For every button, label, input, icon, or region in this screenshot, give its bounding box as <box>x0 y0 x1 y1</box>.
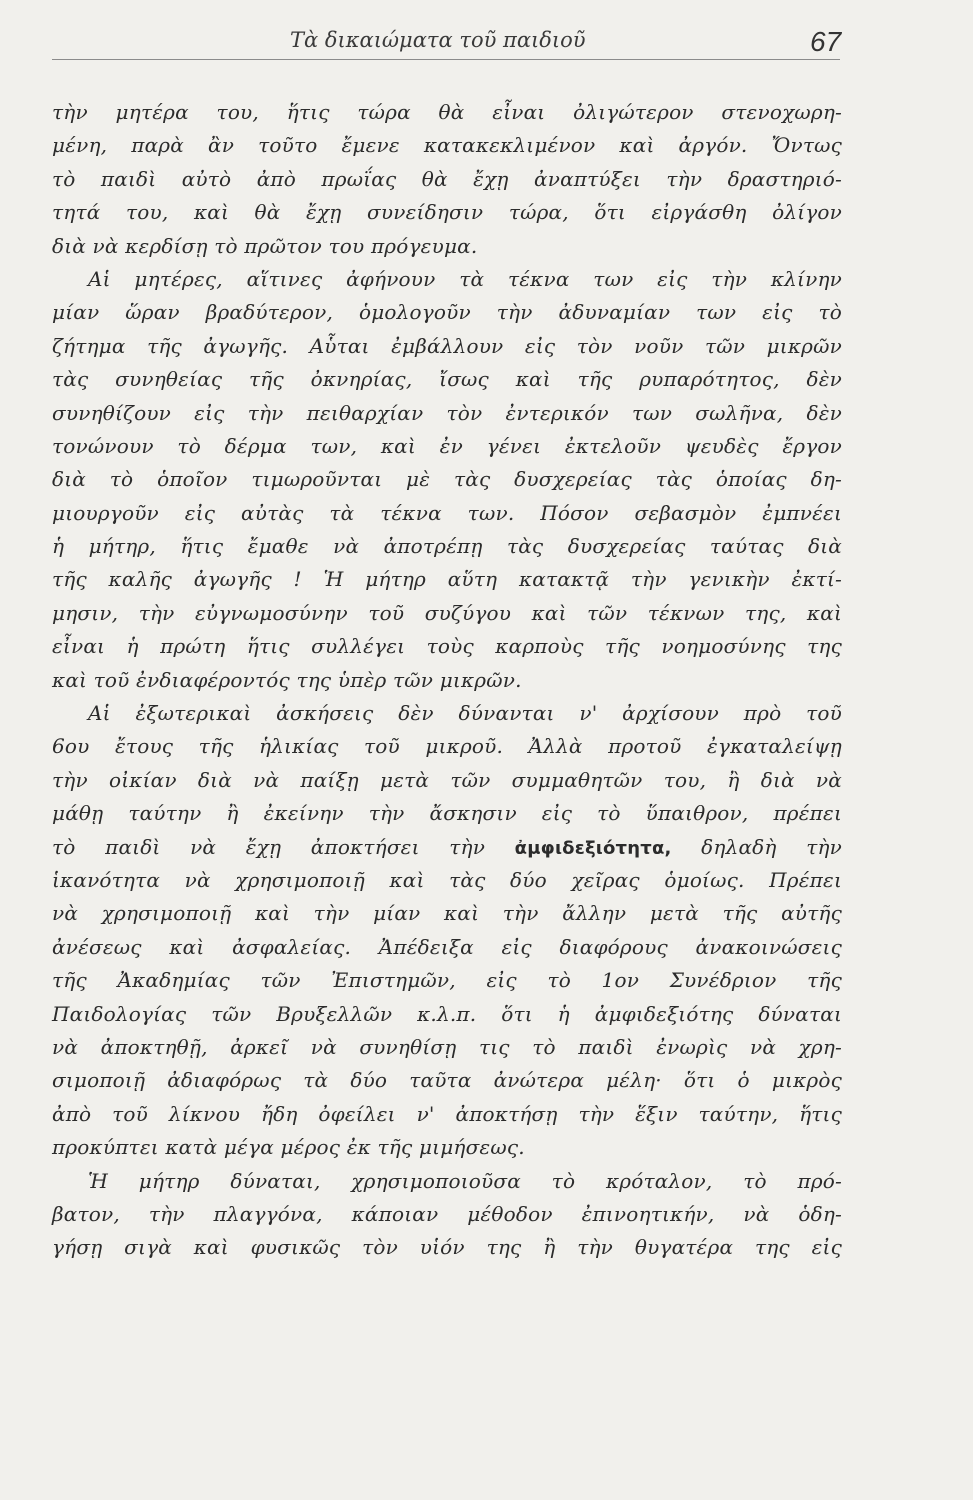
running-header <box>0 0 973 70</box>
text-line-23 <box>52 831 842 864</box>
text-line-28: Παιδολογίας τῶν Βρυξελλῶν κ.λ.π. ὅτι ἡ ἀμφιδεξιότης δύναται <box>52 1001 842 1026</box>
text-line-1: τὴν μητέρα του, ἥτις τώρα θὰ εἶναι ὀλιγώτερον στενοχωρη- <box>52 100 842 124</box>
text-line-15: τῆς καλῆς ἀγωγῆς ! Ἡ μήτηρ αὕτη κατακτᾷ τὴν γενικὴν ἐκτί- <box>52 567 842 592</box>
text-line-27: τῆς Ἀκαδημίας τῶν Ἐπιστημῶν, εἰς τὸ 1ον Συνέδριον τῆς <box>52 968 842 993</box>
text-line-13: μιουργοῦν εἰς αὐτὰς τὰ τέκνα των. Πόσον σεβασμὸν ἐμπνέει <box>52 500 842 525</box>
text-line-19: Αἱ ἐξωτερικαὶ ἀσκήσεις δὲν δύνανται ν' ἀρχίσουν πρὸ τοῦ <box>88 701 842 726</box>
text-line-30: σιμοποιῇ ἀδιαφόρως τὰ δύο ταῦτα ἀνώτερα μέλη· ὅτι ὁ μικρὸς <box>52 1068 842 1093</box>
text-line-16: μησιν, τὴν εὐγνωμοσύνην τοῦ συζύγου καὶ τῶν τέκνων της, καὶ <box>52 600 842 625</box>
text-line-18: καὶ τοῦ ἐνδιαφέροντός της ὑπὲρ τῶν μικρῶν. <box>52 667 522 692</box>
text-line-11: τονώνουν τὸ δέρμα των, καὶ ἐν γένει ἐκτελοῦν ψευδὲς ἔργον <box>52 433 842 458</box>
text-line-26: ἀνέσεως καὶ ἀσφαλείας. Ἀπέδειξα εἰς διαφόρους ἀνακοινώσεις <box>52 934 842 959</box>
key-term-ambidexterity: ἀμφιδεξιότητα, <box>514 837 672 859</box>
text-line-32: προκύπτει κατὰ μέγα μέρος ἐκ τῆς μιμήσεως. <box>52 1135 525 1160</box>
text-line-12: διὰ τὸ ὁποῖον τιμωροῦνται μὲ τὰς δυσχερείας τὰς ὁποίας δη- <box>52 467 842 492</box>
page-number: 67 <box>810 26 842 57</box>
text-line-10: συνηθίζουν εἰς τὴν πειθαρχίαν τὸν ἐντερικόν των σωλῆνα, δὲν <box>52 400 842 425</box>
text-line-22: μάθῃ ταύτην ἢ ἐκείνην τὴν ἄσκησιν εἰς τὸ ὕπαιθρον, πρέπει <box>52 801 842 826</box>
text-line-33: Ἡ μήτηρ δύναται, χρησιμοποιοῦσα τὸ κρόταλον, τὸ πρό- <box>88 1168 842 1193</box>
text-line-29: νὰ ἀποκτηθῇ, ἀρκεῖ νὰ συνηθίσῃ τις τὸ παιδὶ ἐνωρὶς νὰ χρη- <box>52 1034 842 1059</box>
text-line-8: ζήτημα τῆς ἀγωγῆς. Αὗται ἐμβάλλουν εἰς τὸν νοῦν τῶν μικρῶν <box>52 333 842 358</box>
text-line-20: 6ου ἔτους τῆς ἡλικίας τοῦ μικροῦ. Ἀλλὰ προτοῦ ἐγκαταλείψῃ <box>52 734 842 759</box>
text-line-23-end: δηλαδὴ τὴν <box>701 834 843 859</box>
header-rule <box>52 59 840 60</box>
text-line-6: Αἱ μητέρες, αἵτινες ἀφήνουν τὰ τέκνα των εἰς τὴν κλίνην <box>88 266 842 291</box>
text-line-4: τητά του, καὶ θὰ ἔχῃ συνείδησιν τώρα, ὅτι εἰργάσθη ὀλίγον <box>52 200 842 225</box>
text-line-5: διὰ νὰ κερδίσῃ τὸ πρῶτον του πρόγευμα. <box>52 233 478 258</box>
text-line-14: ἡ μήτηρ, ἥτις ἔμαθε νὰ ἀποτρέπῃ τὰς δυσχερείας ταύτας διὰ <box>52 534 842 559</box>
text-line-3: τὸ παιδὶ αὐτὸ ἀπὸ πρωΐας θὰ ἔχῃ ἀναπτύξει τὴν δραστηριό- <box>52 166 842 191</box>
text-line-25: νὰ χρησιμοποιῇ καὶ τὴν μίαν καὶ τὴν ἄλλην μετὰ τῆς αὐτῆς <box>52 901 842 926</box>
running-title: Τὰ δικαιώματα τοῦ παιδιοῦ <box>290 28 586 52</box>
body-text <box>52 96 842 1265</box>
text-line-17: εἶναι ἡ πρώτη ἥτις συλλέγει τοὺς καρποὺς τῆς νοημοσύνης της <box>52 634 842 659</box>
text-line-7: μίαν ὥραν βραδύτερον, ὁμολογοῦν τὴν ἀδυναμίαν των εἰς τὸ <box>52 300 842 325</box>
text-line-31: ἀπὸ τοῦ λίκνου ἤδη ὀφείλει ν' ἀποκτήσῃ τὴν ἕξιν ταύτην, ἥτις <box>52 1101 842 1126</box>
text-line-34: βατον, τὴν πλαγγόνα, κάποιαν μέθοδον ἐπινοητικήν, νὰ ὁδη- <box>52 1201 842 1226</box>
text-line-2: μένη, παρὰ ἂν τοῦτο ἔμενε κατακεκλιμένον καὶ ἀργόν. Ὄντως <box>52 133 842 158</box>
text-line-35: γήσῃ σιγὰ καὶ φυσικῶς τὸν υἱόν της ἢ τὴν θυγατέρα της εἰς <box>52 1235 842 1260</box>
text-line-23-start: τὸ παιδὶ νὰ ἔχῃ ἀποκτήσει τὴν <box>52 834 486 859</box>
text-line-9: τὰς συνηθείας τῆς ὀκνηρίας, ἴσως καὶ τῆς ρυπαρότητος, δὲν <box>52 367 842 392</box>
text-line-24: ἱκανότητα νὰ χρησιμοποιῇ καὶ τὰς δύο χεῖρας ὁμοίως. Πρέπει <box>52 867 842 892</box>
text-line-21: τὴν οἰκίαν διὰ νὰ παίξῃ μετὰ τῶν συμμαθητῶν του, ἢ διὰ νὰ <box>52 767 842 792</box>
